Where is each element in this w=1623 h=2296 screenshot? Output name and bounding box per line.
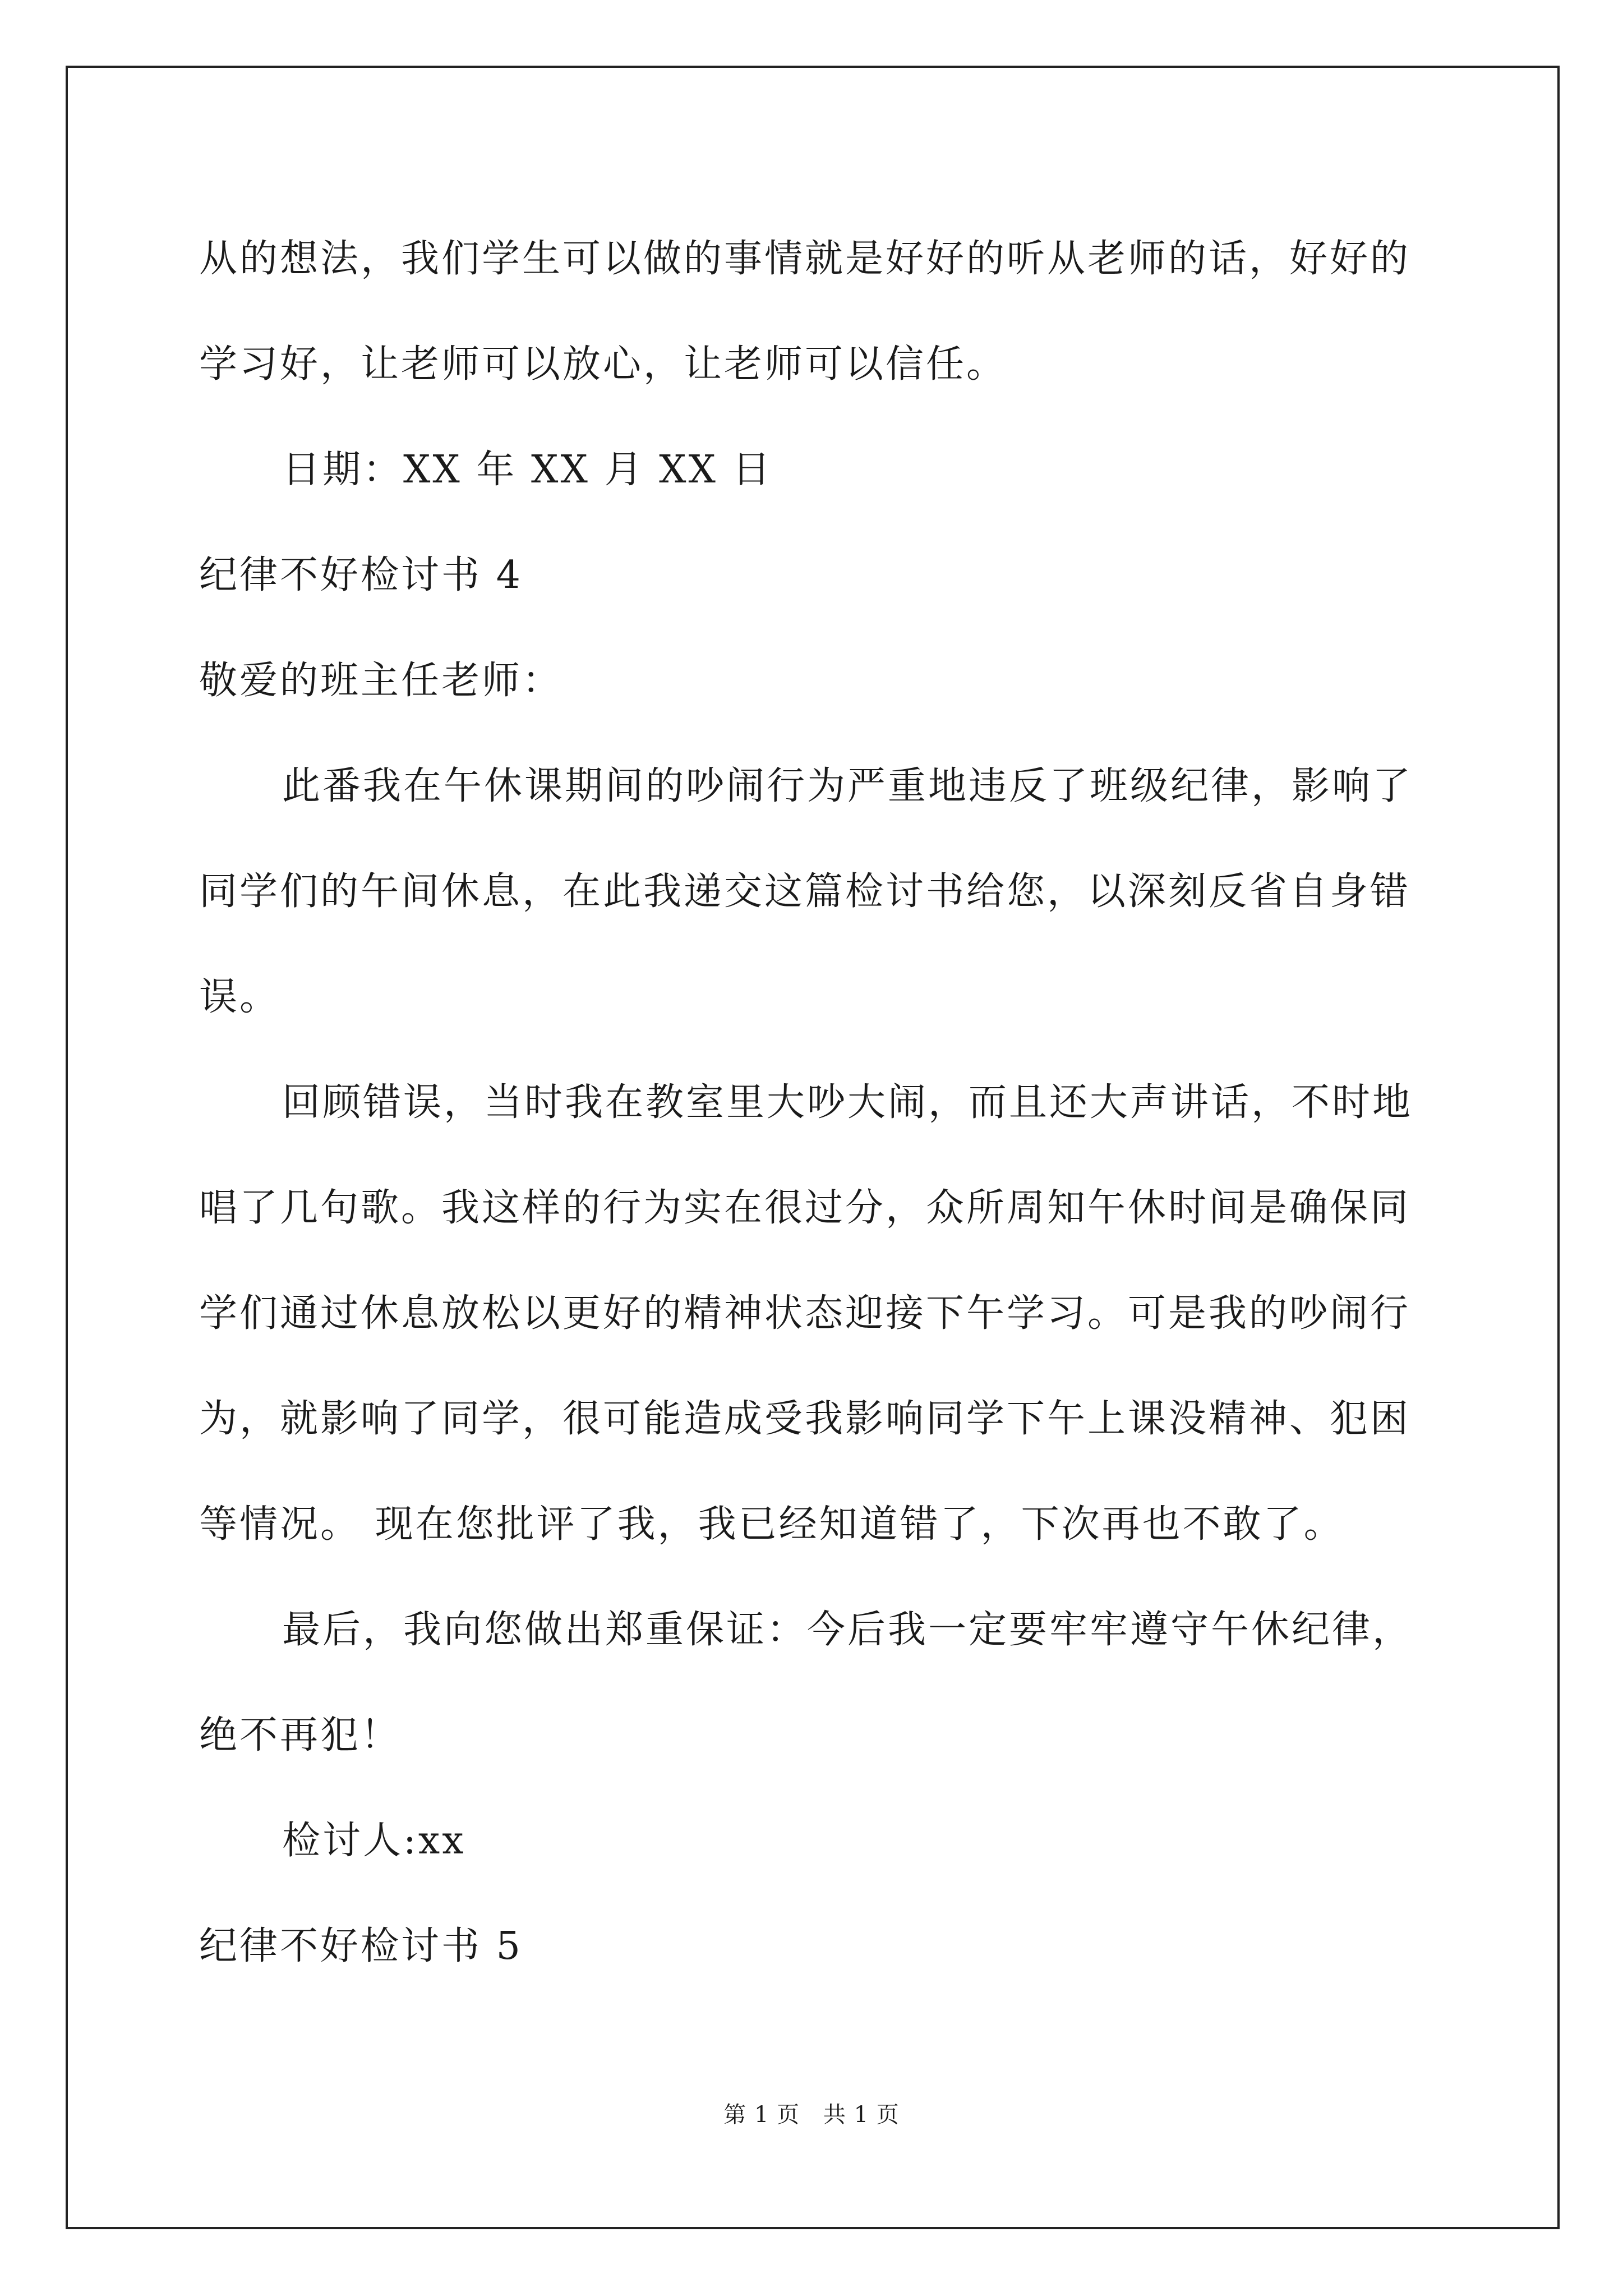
section-title: 纪律不好检讨书 5 <box>199 1924 523 1968</box>
page-total: 共 1 页 <box>823 2102 900 2128</box>
document-body <box>199 206 1433 1999</box>
text-line: 此番我在午休课期间的吵闹行为严重地违反了班级纪律，影响了 <box>282 764 1413 808</box>
text-line: 学习好，让老师可以放心，让老师可以信任。 <box>199 342 1007 386</box>
text-line: 唱了几句歌。我这样的行为实在很过分，众所周知午休时间是确保同 <box>199 1186 1411 1230</box>
text-line: 等情况。 现在您批评了我，我已经知道错了，下次再也不敢了。 <box>199 1502 1344 1547</box>
text-line: 为，就影响了同学，很可能造成受我影响同学下午上课没精神、犯困 <box>199 1397 1411 1441</box>
signature-line: 检讨人:xx <box>282 1819 466 1863</box>
page-number: 第 1 页 <box>723 2102 800 2128</box>
text-line: 绝不再犯！ <box>199 1713 402 1757</box>
date-line: 日期：XX 年 XX 月 XX 日 <box>282 448 773 492</box>
salutation: 敬爱的班主任老师： <box>199 659 563 703</box>
text-line: 误。 <box>199 975 280 1019</box>
page-footer <box>0 2097 1623 2129</box>
text-line: 同学们的午间休息，在此我递交这篇检讨书给您，以深刻反省自身错 <box>199 869 1411 914</box>
text-line: 最后，我向您做出郑重保证：今后我一定要牢牢遵守午休纪律， <box>282 1608 1413 1652</box>
text-line: 回顾错误，当时我在教室里大吵大闹，而且还大声讲话，不时地 <box>282 1080 1413 1125</box>
text-line: 学们通过休息放松以更好的精神状态迎接下午学习。可是我的吵闹行 <box>199 1291 1411 1336</box>
text-line: 从的想法，我们学生可以做的事情就是好好的听从老师的话，好好的 <box>199 237 1411 281</box>
section-title: 纪律不好检讨书 4 <box>199 553 523 597</box>
